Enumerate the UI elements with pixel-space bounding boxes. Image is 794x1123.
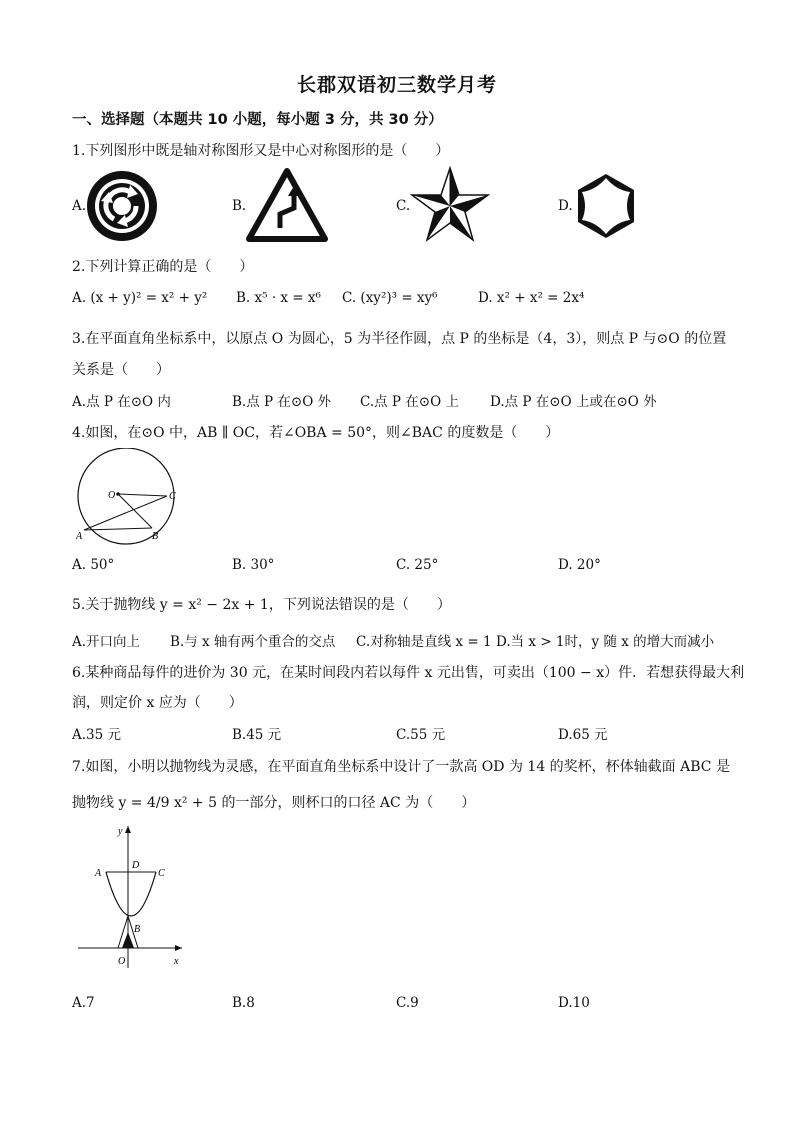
q1-option-b-label: B. — [232, 198, 247, 214]
question-7-stem-line1: 7.如图，小明以抛物线为灵感，在平面直角坐标系中设计了一款高 OD 为 14 的奖杯，杯体轴截面 ABC 是 — [72, 759, 730, 775]
point-d-label: D — [132, 860, 140, 871]
q1-option-c-label: C. — [396, 198, 411, 214]
recycle-circle-icon — [86, 170, 158, 242]
q7-option-a: A.7 — [72, 995, 95, 1011]
q5-option-d: D.当 x > 1时，y 随 x 的增大而减小 — [496, 634, 715, 650]
q3-option-a: A.点 P 在⊙O 内 — [72, 394, 171, 410]
q7-option-d: D.10 — [558, 995, 590, 1011]
origin-o-label: O — [118, 956, 126, 967]
q1-option-a-label: A. — [72, 198, 87, 214]
hexagon-icon — [572, 172, 640, 240]
q7-option-c: C.9 — [396, 995, 419, 1011]
point-a-label: A — [76, 531, 83, 542]
trophy-parabola-figure — [70, 820, 190, 970]
q5-option-c: C.对称轴是直线 x = 1 — [356, 634, 492, 650]
question-3-stem-line1: 3.在平面直角坐标系中，以原点 O 为圆心，5 为半径作圆，点 P 的坐标是（4，3），则点 P 与⊙O 的位置 — [72, 331, 727, 347]
q6-option-b: B.45 元 — [232, 727, 282, 743]
question-1-stem: 1.下列图形中既是轴对称图形又是中心对称图形的是（ ） — [72, 143, 450, 159]
point-b-label: B — [134, 924, 141, 935]
road-sign-triangle-icon — [246, 168, 328, 242]
q4-option-c: C. 25° — [396, 557, 439, 573]
question-4-stem: 4.如图，在⊙O 中，AB ∥ OC，若∠OBA = 50°，则∠BAC 的度数是（ ） — [72, 425, 560, 441]
q3-option-b: B.点 P 在⊙O 外 — [232, 394, 332, 410]
q1-option-d-label: D. — [558, 198, 573, 214]
point-c-label: C — [169, 491, 176, 502]
page-title: 长郡双语初三数学月考 — [296, 74, 497, 96]
q6-option-c: C.55 元 — [396, 727, 446, 743]
q7-option-b: B.8 — [232, 995, 255, 1011]
point-a-label: A — [95, 868, 102, 879]
q4-option-d: D. 20° — [558, 557, 601, 573]
q5-option-b: B.与 x 轴有两个重合的交点 — [170, 634, 336, 650]
q3-option-c: C.点 P 在⊙O 上 — [360, 394, 459, 410]
q6-option-a: A.35 元 — [72, 727, 122, 743]
q3-option-d: D.点 P 在⊙O 上或在⊙O 外 — [490, 394, 657, 410]
axis-y-label: y — [118, 826, 123, 837]
question-7-stem-line2: 抛物线 y = 4/9 x² + 5 的一部分，则杯口的口径 AC 为（ ） — [72, 795, 476, 811]
axis-x-label: x — [174, 956, 179, 967]
q4-option-b: B. 30° — [232, 557, 275, 573]
q2-option-c: C. (xy²)³ = xy⁶ — [342, 290, 438, 306]
question-5-stem: 5.关于抛物线 y = x² − 2x + 1，下列说法错误的是（ ） — [72, 597, 451, 613]
question-6-stem-line2: 润，则定价 x 应为（ ） — [72, 695, 243, 711]
q2-option-a: A. (x + y)² = x² + y² — [72, 290, 208, 306]
point-c-label: C — [158, 868, 165, 879]
q2-option-d: D. x² + x² = 2x⁴ — [478, 290, 585, 306]
circle-geometry-figure — [66, 448, 186, 548]
question-6-stem-line1: 6.某种商品每件的进价为 30 元，在某时间段内若以每件 x 元出售，可卖出（100 − x）件．若想获得最大利 — [72, 665, 745, 681]
section-heading: 一、选择题（本题共 10 小题，每小题 3 分，共 30 分） — [72, 112, 443, 128]
question-3-stem-line2: 关系是（ ） — [72, 362, 170, 378]
point-b-label: B — [152, 531, 159, 542]
q4-option-a: A. 50° — [72, 557, 115, 573]
star-icon — [410, 166, 490, 244]
q2-option-b: B. x⁵ · x = x⁶ — [236, 290, 321, 306]
question-2-stem: 2.下列计算正确的是（ ） — [72, 259, 254, 275]
q6-option-d: D.65 元 — [558, 727, 608, 743]
point-o-label: O — [108, 490, 116, 501]
q5-option-a: A.开口向上 — [72, 634, 141, 650]
